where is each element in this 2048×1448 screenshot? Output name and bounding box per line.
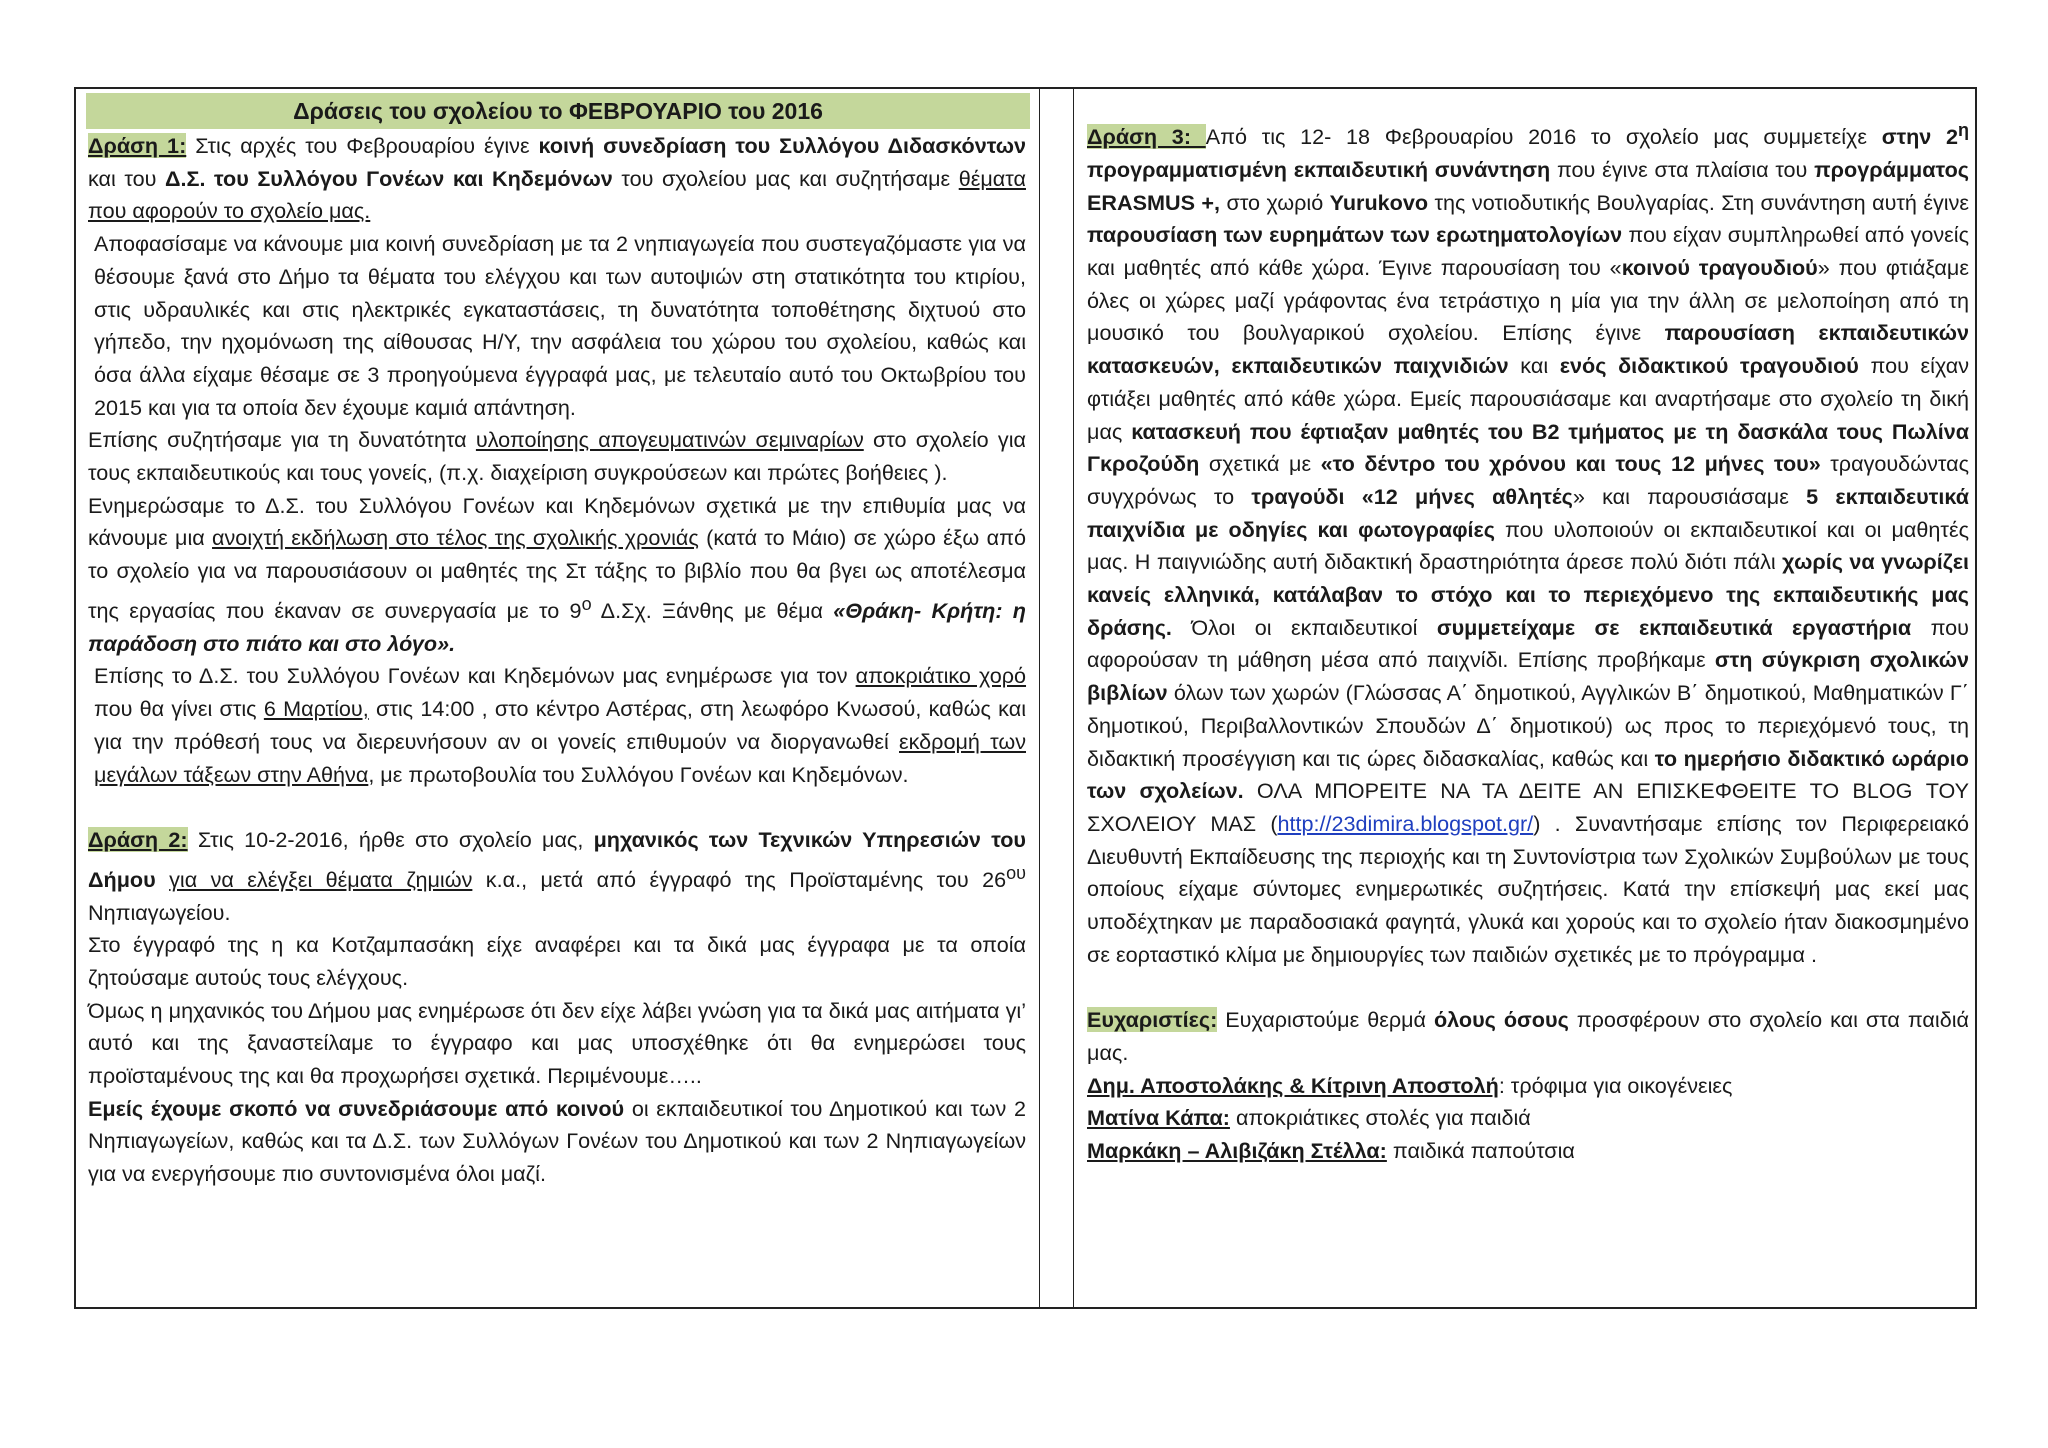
text-run: για να ελέγξει θέματα ζημιών [169, 866, 473, 892]
action1-paragraph-4 [88, 490, 1026, 661]
text-run: θέματα που αφορούν το σχολείο μας. [88, 165, 1026, 224]
spacer [1087, 971, 1969, 1004]
text-run: «Θράκη- Κρήτη: η παράδοση στο πιάτο και στο λόγο». [88, 598, 1026, 656]
text-run: κατασκευή που έφτιαξαν μαθητές του Β2 τμήματος με τη δασκάλα τους Πωλίνα Γκροζούδη [1087, 418, 1969, 477]
text-run [156, 867, 169, 892]
text-run: όλους όσους [1433, 1007, 1569, 1033]
donor-name: Ματίνα Κάπα: [1087, 1105, 1230, 1131]
text-run: της νοτιοδυτικής Βουλγαρίας. Στη συνάντηση αυτή έγινε [1428, 189, 1970, 215]
action2-paragraph-2: Στο έγγραφό της η κα Κοτζαμπασάκη είχε αναφέρει και τα δικά μας έγγραφα με τα οποία ζητούσαμε αυτούς τους ελέγχους. [88, 932, 1026, 990]
thanks-paragraph [1087, 1004, 1969, 1069]
text-run: τραγούδι «12 μήνες αθλητές [1251, 483, 1573, 509]
text-run: Από τις 12- 18 Φεβρουαρίου 2016 το σχολείο μας συμμετείχε [1205, 124, 1882, 150]
thanks-item [1087, 1102, 1969, 1135]
donation-text: παιδικά παπούτσια [1386, 1137, 1575, 1163]
text-run: Στις αρχές του Φεβρουαρίου έγινε [186, 133, 539, 158]
text-run: προγράμματος ERASMUS +, [1087, 156, 1970, 215]
text-run: στο σχολείο για τους εκπαιδευτικούς και τους γονείς, (π.χ. διαχείριση συγκρούσεων και πρώτες βοήθειες ). [88, 427, 1026, 486]
text-run: στις 14:00 , στο κέντρο Αστέρας, στη λεωφόρο Κνωσού, καθώς και για την πρόθεσή τους να διερευνήσουν αν οι γονείς επιθυμούν να διοργανωθεί [94, 696, 1026, 754]
text-run: ανοιχτή εκδήλωση στο τέλος της σχολικής χρονιάς [212, 525, 699, 551]
text-run: που έγινε στα πλαίσια του [1550, 156, 1815, 182]
thanks-item [1087, 1070, 1969, 1103]
action3-label: Δράση 3: [1087, 124, 1206, 150]
text-run: προγραμματισμένη εκπαιδευτική συνάντηση [1087, 156, 1551, 182]
text-run: στο χωριό [1220, 189, 1330, 215]
text-run: Νηπιαγωγείου. [88, 899, 231, 925]
left-column [76, 89, 1040, 1307]
text-run: που υλοποιούν οι εκπαιδευτικοί και οι μαθητές μας. Η παιγνιώδης αυτή διδακτική δραστηριότητα άρεσε πολύ διότι πάλι [1087, 516, 1969, 575]
spacer [88, 791, 1026, 824]
donor-name: Μαρκάκη – Αλιβιζάκη Στέλλα: [1087, 1137, 1387, 1163]
text-run: μηχανικός των Τεχνικών Υπηρεσιών του Δήμου [88, 826, 1026, 892]
text-run: κοινή συνεδρίαση του Συλλόγου Διδασκόντων [538, 133, 1026, 158]
text-run: προσφέρουν στο σχολείο και στα παιδιά μας. [1087, 1007, 1969, 1065]
left-column-text [88, 130, 1026, 1191]
text-run: χωρίς να γνωρίζει κανείς ελληνικά, κατάλαβαν το στόχο και το περιεχόμενο της εκπαιδευτικής μας δράσης. [1087, 549, 1969, 640]
donor-name: Δημ. Αποστολάκης & Κίτρινη Αποστολή [1087, 1072, 1499, 1098]
text-run: » και παρουσιάσαμε [1572, 483, 1807, 509]
text-run: συμμετείχαμε σε εκπαιδευτικά εργαστήρια [1436, 614, 1912, 640]
middle-spacer-column [1040, 89, 1074, 1307]
superscript: ο [581, 593, 592, 614]
action3-paragraph [1087, 114, 1969, 971]
text-run: κοινού τραγουδιού [1621, 255, 1818, 280]
text-run: Ενημερώσαμε το Δ.Σ. του Συλλόγου Γονέων και Κηδεμόνων σχετικά με την επιθυμία μας να κάνουμε μια [88, 492, 1026, 551]
superscript: ου [1006, 862, 1027, 883]
text-run: οι εκπαιδευτικοί του Δημοτικού και των 2 Νηπιαγωγείων, καθώς και τα Δ.Σ. των Συλλόγων Γονέων του Δημοτικού και των 2 Νηπιαγωγείων για να ενεργήσουμε πιο συντονισμένα όλοι μαζί. [88, 1095, 1026, 1187]
text-run: στη σύγκριση σχολικών βιβλίων [1087, 647, 1969, 706]
text-run: παρουσίαση εκπαιδευτικών κατασκευών, εκπαιδευτικών παιχνιδιών [1087, 320, 1970, 379]
page-title: Δράσεις του σχολείου το ΦΕΒΡΟΥΑΡΙΟ του 2016 [86, 93, 1030, 129]
action1-paragraph-5 [88, 660, 1026, 791]
text-run: που είχαν φτιάξει μαθητές από κάθε χώρα. Εμείς παρουσιάσαμε και αναρτήσαμε στο σχολείο τη δική μας [1087, 353, 1969, 444]
text-run: του σχολείου μας και συζητήσαμε [612, 165, 959, 191]
thanks-item [1087, 1135, 1969, 1168]
donation-text: : τρόφιμα για οικογένειες [1498, 1072, 1733, 1098]
action1-label: Δράση 1: [88, 133, 187, 158]
text-run: που αφορούσαν τη μάθηση μέσα από παιχνίδι. Επίσης προβήκαμε [1087, 614, 1969, 673]
text-run: 5 εκπαιδευτικά παιχνίδια με οδηγίες και φωτογραφίες [1087, 483, 1969, 542]
text-run: Όλοι οι εκπαιδευτικοί [1171, 614, 1437, 640]
superscript: η [1958, 120, 1969, 140]
action1-paragraph-2: Αποφασίσαμε να κάνουμε μια κοινή συνεδρίαση με τα 2 νηπιαγωγεία που συστεγαζόμαστε για να θέσουμε ξανά στο Δήμο τα θέματα του ελέγχου και των αυτοψιών στη στατικότητα του κτιρίου, στις υδραυλικές και στις ηλεκτρικές εγκαταστάσεις, τη δυνατότητα τοποθέτησης διχτυού στο γήπεδο, την ηχομόνωση της αίθουσας Η/Υ, την ασφάλεια του χώρου του σχολείου, καθώς και όσα άλλα είχαμε θέσαμε σε 3 προηγούμενα έγγραφά μας, με τελευταίο αυτό του Οκτωβρίου του 2015 και για τα οποία δεν έχουμε καμιά απάντηση. [94, 231, 1026, 420]
text-run: Επίσης το Δ.Σ. του Συλλόγου Γονέων και Κηδεμόνων μας ενημέρωσε για τον [94, 663, 856, 689]
text-run: τραγουδώντας συγχρόνως το [1087, 451, 1969, 509]
right-column-text [1087, 114, 1969, 1168]
text-run: ) . Συναντήσαμε επίσης τον Περιφερειακό Διευθυντή Εκπαίδευσης της περιοχής και τη Συντονίστρια των Σχολικών Συμβούλων με τους οποίους είχαμε σύντομες ενημερωτικές συζητήσεις. Κατά την επίσκεψή μας εκεί μας υποδέχτηκαν με παραδοσιακά φαγητά, γλυκά και χορούς και το σχολείο ήταν διακοσμημένο σε εορταστικό κλίμα με δημιουργίες των παιδιών σχετικές με το πρόγραμμα . [1087, 810, 1969, 967]
text-run: 6 Μαρτίου, [263, 696, 369, 722]
text-run: (κατά το Μάιο) σε χώρο έξω από το σχολείο για να παρουσιάσουν οι μαθητές της Στ τάξης το βιβλίο που θα βγει ως αποτέλεσμα της εργασίας που έκαναν σε συνεργασία με το 9 [88, 525, 1026, 624]
text-run: Επίσης συζητήσαμε για τη δυνατότητα [88, 427, 476, 453]
text-run: σχετικά με [1199, 451, 1321, 477]
text-run: ΟΛΑ ΜΠΟΡΕΙΤΕ ΝΑ ΤΑ ΔΕΙΤΕ ΑΝ ΕΠΙΣΚΕΦΘΕΙΤΕ ΤΟ BLOG ΤΟΥ ΣΧΟΛΕΙΟΥ ΜΑΣ ( [1087, 778, 1970, 836]
text-run: που είχαν συμπληρωθεί από γονείς και μαθητές από κάθε χώρα. Έγινε παρουσίαση του « [1087, 222, 1969, 280]
text-run: κ.α., μετά από έγγραφό της Προϊσταμένης του 26 [472, 866, 1007, 892]
action2-paragraph-4 [88, 1093, 1026, 1191]
text-run: Δ.Σχ. Ξάνθης με θέμα [591, 598, 834, 624]
text-run: και [1508, 353, 1560, 379]
text-run: Δ.Σ. του Συλλόγου Γονέων και Κηδεμόνων [164, 165, 613, 191]
thanks-label: Ευχαριστίες: [1087, 1007, 1218, 1033]
text-run: υλοποίησης απογευματινών σεμιναρίων [475, 427, 864, 453]
text-run: αποκριάτικο χορό [855, 663, 1027, 689]
right-column [1074, 89, 1975, 1307]
text-run: όλων των χωρών (Γλώσσας Α΄ δημοτικού, Αγγλικών Β΄ δημοτικού, Μαθηματικών Γ΄ δημοτικού, Περιβαλλοντικών Σπουδών Δ΄ δημοτικού) ως προς το περιεχόμενό τους, τη διδακτική προσέγγιση και τις ώρες διδασκαλίας, καθώς και [1087, 680, 1969, 771]
action2-paragraph-3: Όμως η μηχανικός του Δήμου μας ενημέρωσε ότι δεν είχε λάβει γνώση για τα δικά μας αιτήματα γι’ αυτό και της ξαναστείλαμε το έγγραφο και μας υποσχέθηκε ότι θα ενημερώσει τους προϊσταμένους της και θα προχωρήσει σχετικά. Περιμένουμε….. [88, 997, 1026, 1089]
text-run: που θα γίνει στις [94, 696, 264, 722]
action2-label: Δράση 2: [88, 826, 188, 852]
text-run: Ευχαριστούμε θερμά [1217, 1007, 1434, 1033]
newsletter-table [74, 87, 1977, 1309]
action2-paragraph [88, 824, 1026, 929]
text-run: στην 2 [1881, 124, 1958, 150]
action1-paragraph [88, 130, 1026, 228]
text-run: «το δέντρο του χρόνου και τους 12 μήνες του» [1320, 451, 1821, 477]
action1-paragraph-3 [88, 424, 1026, 489]
text-run: , με πρωτοβουλία του Συλλόγου Γονέων και Κηδεμόνων. [368, 761, 909, 787]
text-run: Yurukovo [1329, 189, 1429, 215]
text-run: Στις 10-2-2016, ήρθε στο σχολείο μας, [187, 826, 594, 852]
text-run: παρουσίαση των ευρημάτων των ερωτηματολογίων [1087, 222, 1623, 248]
text-run: εκδρομή των μεγάλων τάξεων στην Αθήνα [94, 728, 1026, 787]
text-run: » που φτιάξαμε όλες οι χώρες μαζί γράφοντας ένα τετράστιχο η μία για την άλλη σε μελοποίηση από τη μουσικό του βουλγαρικού σχολείου. Επίσης έγινε [1087, 255, 1969, 346]
donation-text: αποκριάτικες στολές για παιδιά [1229, 1105, 1531, 1131]
text-run: Εμείς έχουμε σκοπό να συνεδριάσουμε από κοινού [88, 1095, 625, 1121]
text-run: το ημερήσιο διδακτικό ωράριο των σχολείων. [1087, 745, 1969, 804]
blog-link[interactable]: http://23dimira.blogspot.gr/ [1277, 810, 1534, 836]
text-run: ενός διδακτικού τραγουδιού [1559, 353, 1859, 379]
text-run: και του [88, 165, 165, 191]
